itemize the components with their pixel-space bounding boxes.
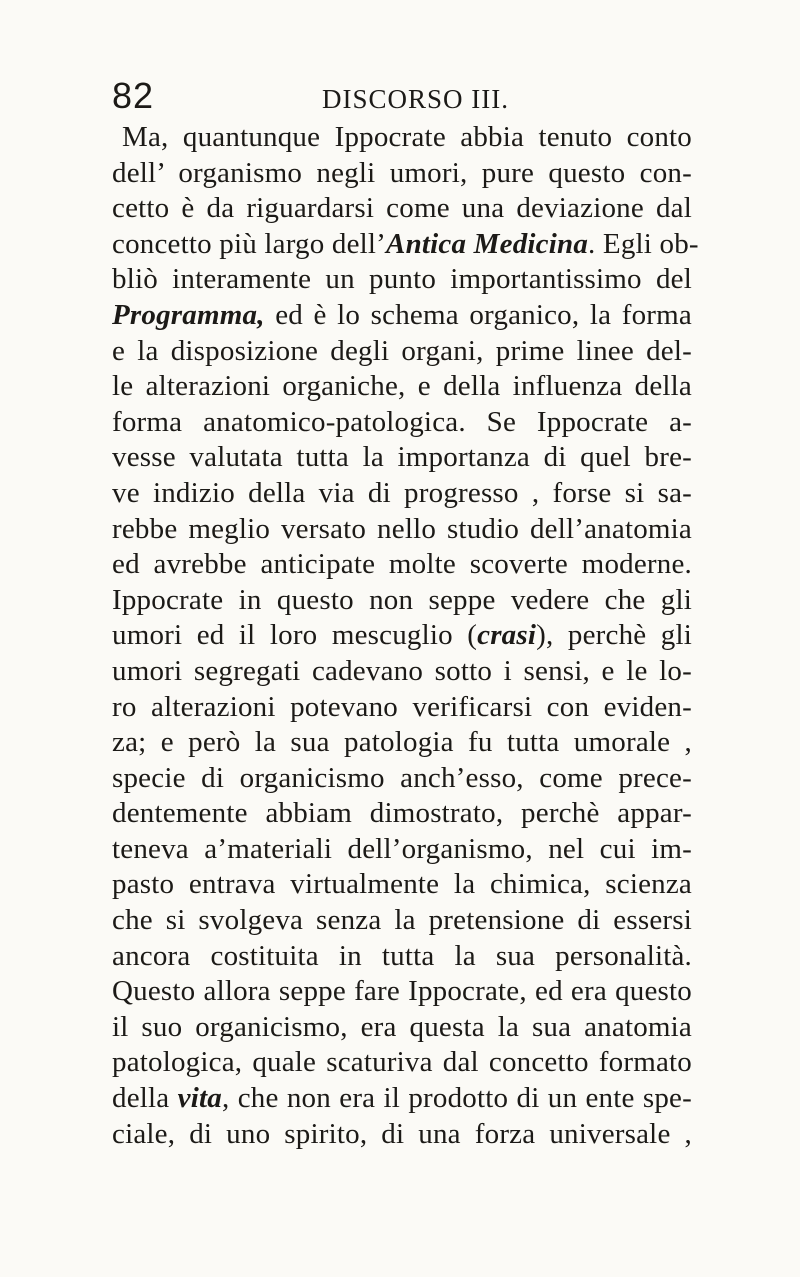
text-line — [112, 974, 692, 1010]
text-line — [112, 654, 692, 690]
running-head: DISCORSO III. — [322, 84, 510, 114]
text-segment: le alterazioni organiche, e della influenza della — [112, 370, 692, 403]
text-line — [112, 298, 692, 334]
text-line — [112, 1081, 692, 1117]
text-segment: za; e però la sua patologia fu tutta umorale , — [112, 726, 692, 759]
text-segment: , che non era il prodotto di un ente spe- — [221, 1082, 692, 1115]
text-segment: Ippocrate in questo non seppe vedere che gli — [112, 583, 692, 616]
text-segment: ed avrebbe anticipate molte scoverte moderne. — [112, 548, 692, 581]
text-line — [112, 761, 692, 797]
text-line — [112, 476, 692, 512]
italic-text: crasi — [477, 619, 537, 652]
text-line — [112, 227, 699, 263]
text-line — [112, 369, 692, 405]
text-line — [112, 334, 692, 370]
text-line — [112, 405, 692, 441]
text-segment: ro alterazioni potevano verificarsi con eviden- — [112, 690, 692, 723]
text-line — [112, 939, 692, 975]
text-segment: patologica, quale scaturiva dal concetto formato — [112, 1046, 692, 1079]
body-text — [112, 120, 699, 1152]
text-line — [112, 440, 692, 476]
text-segment: vesse valutata tutta la importanza di quel bre- — [112, 441, 692, 474]
text-segment: cetto è da riguardarsi come una deviazione dal — [112, 192, 692, 225]
text-line — [112, 690, 692, 726]
text-segment: il suo organicismo, era questa la sua anatomia — [112, 1010, 692, 1043]
text-segment: Ma, quantunque Ippocrate abbia tenuto conto — [122, 121, 692, 153]
text-line — [112, 120, 692, 156]
text-segment: che si svolgeva senza la pretensione di essersi — [112, 904, 692, 937]
text-line — [112, 618, 692, 654]
text-line — [112, 796, 692, 832]
italic-text: vita — [177, 1082, 222, 1115]
text-segment: rebbe meglio versato nello studio dell’anatomia — [112, 512, 692, 545]
italic-text: Programma, — [112, 298, 265, 331]
text-line — [112, 512, 692, 548]
text-segment: ve indizio della via di progresso , forse si sa- — [112, 476, 692, 509]
text-line — [112, 1045, 692, 1081]
text-segment: e la disposizione degli organi, prime linee del- — [112, 334, 692, 367]
text-line — [112, 1010, 692, 1046]
text-line — [112, 1117, 692, 1153]
page-number: 82 — [112, 75, 155, 116]
text-line — [112, 156, 692, 192]
text-segment: umori ed il loro mescuglio ( — [112, 619, 478, 652]
text-segment: ed è lo schema organico, la forma — [264, 298, 692, 331]
text-line — [112, 725, 692, 761]
text-segment: Questo allora seppe fare Ippocrate, ed era questo — [112, 975, 692, 1008]
text-segment: specie di organicismo anch’esso, come prece- — [112, 761, 692, 794]
text-segment: della — [112, 1082, 178, 1115]
text-segment: dentemente abbiam dimostrato, perchè appar- — [112, 797, 692, 830]
text-segment: forma anatomico-patologica. Se Ippocrate a- — [112, 405, 692, 438]
text-segment: . Egli ob- — [588, 227, 699, 260]
italic-text: Antica Medicina — [386, 227, 589, 260]
text-line — [112, 832, 692, 868]
text-line — [112, 583, 692, 619]
text-line — [112, 191, 692, 227]
text-line — [112, 867, 692, 903]
text-segment: pasto entrava virtualmente la chimica, scienza — [112, 868, 692, 901]
text-segment: umori segregati cadevano sotto i sensi, e le lo- — [112, 654, 692, 687]
text-segment: bliò interamente un punto importantissimo del — [112, 263, 692, 296]
text-segment: teneva a’materiali dell’organismo, nel cui im- — [112, 832, 692, 865]
text-line — [112, 547, 692, 583]
text-segment: concetto più largo dell’ — [112, 227, 387, 260]
text-segment: dell’ organismo negli umori, pure questo con- — [112, 156, 692, 189]
text-segment: ancora costituita in tutta la sua personalità. — [112, 939, 692, 972]
text-segment: ciale, di uno spirito, di una forza universale , — [112, 1117, 692, 1150]
text-line — [112, 262, 692, 298]
text-segment: ), perchè gli — [536, 619, 692, 652]
text-line — [112, 903, 692, 939]
